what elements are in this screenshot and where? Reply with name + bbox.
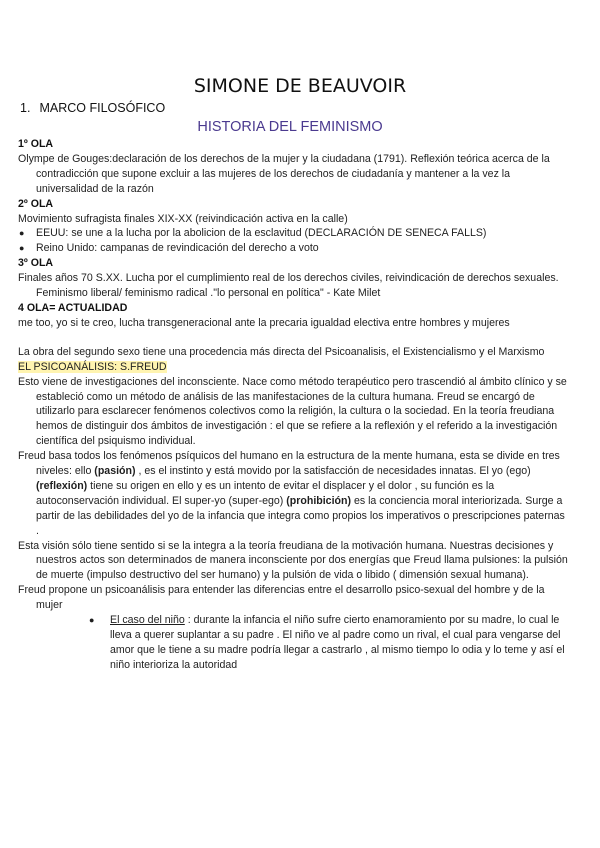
section-label: MARCO FILOSÓFICO xyxy=(39,101,166,115)
ola2-heading: 2º OLA xyxy=(18,197,54,210)
text-run: tiene su origen en ello y es un intento de evitar el displacer y el dolor , su función es la autoconservación individual. El super-yo (super-ego) xyxy=(36,479,495,507)
ola2-text: Movimiento sufragista finales XIX-XX (reivindicación activa en la calle) xyxy=(18,212,348,225)
list-item-text: Reino Unido: campanas de revindicación del derecho a voto xyxy=(36,242,319,255)
ola1-heading: 1º OLA xyxy=(18,138,54,150)
page-title: SIMONE DE BEAUVOIR xyxy=(193,75,407,97)
term-prohibicion: (prohibición) xyxy=(286,494,351,507)
list-item-nino xyxy=(18,613,568,673)
nino-text xyxy=(110,614,565,671)
intro-paragraph: La obra del segundo sexo tiene una procedencia más directa del Psicoanalisis, el Existencialismo y el Marxismo xyxy=(18,345,545,358)
ola4-heading: 4 OLA= ACTUALIDAD xyxy=(18,301,128,314)
ola4-text: me too, yo si te creo, lucha transgeneracional ante la precaria igualdad electiva entre hombres y mujeres xyxy=(18,316,510,329)
text-run: es la conciencia moral interiorizada. Surge a partir de las debilidades del yo de la infancia que integra como propios los imperativos o prescripciones paternas . xyxy=(36,494,565,537)
list-item xyxy=(18,226,568,241)
list-item xyxy=(18,241,568,256)
bullet-icon: ● xyxy=(19,228,25,239)
nino-body: : durante la infancia el niño sufre cierto enamoramiento por su madre, lo cual le lleva a querer suplantar a su padre . El niño ve al padre como un rival, el cual para vengarse del amor que le tiene a su madre podría llegar a castrarlo , al mismo tiempo lo odia y lo teme y así el niño interioriza la autoridad xyxy=(110,614,565,671)
psico-paragraph-4: Freud propone un psicoanálisis para entender las diferencias entre el desarrollo psico-sexual del hombre y de la mujer xyxy=(18,584,545,612)
section-heading xyxy=(20,100,165,116)
ola1-text: Olympe de Gouges:declaración de los derechos de la mujer y la ciudadana (1791). Reflexión teórica acerca de la contradicción que supone excluir a las mujeres de los derechos de ciudadanía y mantener a la vez la universalidad de la razón xyxy=(18,152,550,195)
nino-label: El caso del niño xyxy=(110,614,185,627)
subtitle: HISTORIA DEL FEMINISMO xyxy=(197,119,383,135)
psico-heading-row xyxy=(18,360,568,375)
section-number: 1. xyxy=(20,101,31,115)
ola3-text: Finales años 70 S.XX. Lucha por el cumplimiento real de los derechos civiles, reivindicación de derechos sexuales. Feminismo liberal/ feminismo radical ."lo personal en política" - Kate Milet xyxy=(18,272,559,300)
psico-paragraph-3: Esta visión sólo tiene sentido si se la integra a la teoría freudiana de la motivación humana. Nuestras decisiones y nuestros actos son determinados de manera inconsciente por dos energías que Freud llama pulsiones: la pulsión de muerte (impulso destructivo del ser humano) y la pulsión de vida o libido ( dimensión sexual humana). xyxy=(18,539,568,582)
list-item-text: EEUU: se une a la lucha por la abolicion de la esclavitud (DECLARACIÓN DE SENECA FALLS) xyxy=(36,227,487,240)
psico-paragraph-1: Esto viene de investigaciones del inconsciente. Nace como método terapéutico pero trascendió al ámbito clínico y se estableció como un método de análisis de las manifestaciones de la cultura humana. Freud se encargó de utilizarlo para esclarecer fenómenos colectivos como la religión, la cultura o la sociedad. En la teoría freudiana hemos de distinguir dos ámbitos de investigación : el que se refiere a la reflexión y el referido a la investigación científica del psiquismo individual. xyxy=(18,375,567,448)
psico-paragraph-2 xyxy=(18,449,568,538)
text-run: Freud basa todos los fenómenos psíquicos del humano en la estructura de la mente humana, esta se divide en tres niveles: ello xyxy=(18,450,560,478)
term-reflexion: (reflexión) xyxy=(36,479,88,492)
ola3-heading: 3º OLA xyxy=(18,257,54,270)
text-run: , es el instinto y está movido por la satisfacción de necesidades innatas. El yo (ego) xyxy=(135,465,531,478)
term-pasion: (pasión) xyxy=(94,465,136,478)
content xyxy=(18,137,568,673)
psico-heading: EL PSICOANÁLISIS: S.FREUD xyxy=(18,360,167,373)
bullet-icon: ● xyxy=(19,243,25,254)
bullet-icon: ● xyxy=(89,615,95,626)
